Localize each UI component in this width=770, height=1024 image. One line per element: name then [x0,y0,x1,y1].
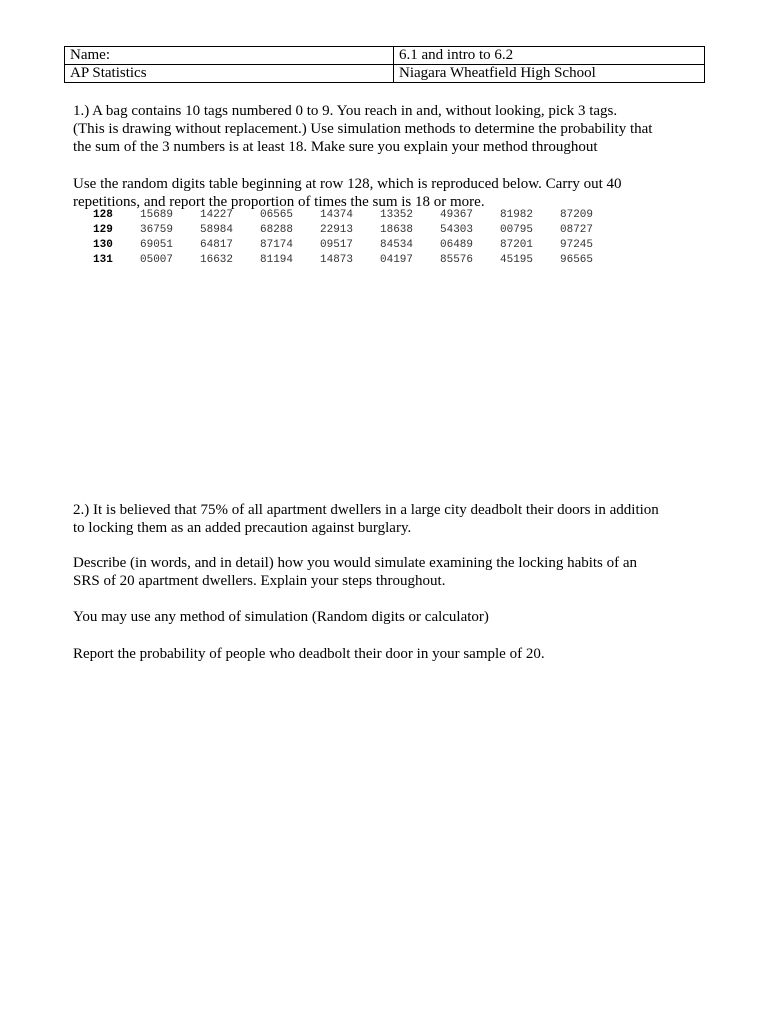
digit-group: 36759 [140,224,174,236]
header-row-1 [65,47,705,65]
question-2-line: to locking them as an added precaution against burglary. [73,520,412,536]
digit-group: 97245 [560,239,594,251]
digit-group: 87209 [560,209,594,221]
digit-group: 14873 [320,254,354,266]
question-2-line: 2.) It is believed that 75% of all apartment dwellers in a large city deadbolt their doors in addition [73,502,659,518]
digit-group: 08727 [560,224,594,236]
digits-row [93,253,620,268]
digits-row [93,238,620,253]
name-label: Name: [65,47,394,65]
header-table [64,46,705,83]
question-2-report [73,645,703,663]
digits-row [93,223,620,238]
question-1-line: 1.) A bag contains 10 tags numbered 0 to 9. You reach in and, without looking, pick 3 tags. [73,103,618,119]
method-line: You may use any method of simulation (Random digits or calculator) [73,609,489,625]
digit-group: 18638 [380,224,414,236]
digits-row [93,208,620,223]
digit-group: 87201 [500,239,534,251]
question-2-method [73,608,703,626]
digit-group: 14374 [320,209,354,221]
digit-group: 09517 [320,239,354,251]
digit-group: 00795 [500,224,534,236]
section-title: 6.1 and intro to 6.2 [394,47,705,65]
digit-group: 06565 [260,209,294,221]
question-1-text [73,102,703,156]
row-number: 128 [93,209,113,221]
digit-group: 69051 [140,239,174,251]
digit-group: 85576 [440,254,474,266]
course-name: AP Statistics [65,65,394,83]
digit-group: 64817 [200,239,234,251]
row-number: 130 [93,239,113,251]
instruction-line: Use the random digits table beginning at row 128, which is reproduced below. Carry out 40 [73,176,622,192]
digit-group: 45195 [500,254,534,266]
digit-group: 04197 [380,254,414,266]
digit-group: 68288 [260,224,294,236]
question-1-line: the sum of the 3 numbers is at least 18. Make sure you explain your method throughout [73,139,598,155]
digit-group: 15689 [140,209,174,221]
describe-line: SRS of 20 apartment dwellers. Explain your steps throughout. [73,573,446,589]
question-2-text [73,501,703,537]
digit-group: 81194 [260,254,294,266]
question-1-line: (This is drawing without replacement.) Use simulation methods to determine the probability that [73,121,653,137]
describe-line: Describe (in words, and in detail) how you would simulate examining the locking habits of an [73,555,638,571]
question-2-describe [73,554,703,590]
digit-group: 05007 [140,254,174,266]
instruction-line: repetitions, and report the proportion of times the sum is 18 or more. [73,194,485,210]
question-1-instructions [73,175,703,211]
digit-group: 13352 [380,209,414,221]
digit-group: 54303 [440,224,474,236]
digit-group: 87174 [260,239,294,251]
digit-group: 16632 [200,254,234,266]
report-line: Report the probability of people who deadbolt their door in your sample of 20. [73,646,545,662]
header-row-2 [65,65,705,83]
school-name: Niagara Wheatfield High School [394,65,705,83]
random-digits-table [93,208,620,268]
digit-group: 81982 [500,209,534,221]
digit-group: 49367 [440,209,474,221]
digit-group: 14227 [200,209,234,221]
digit-group: 96565 [560,254,594,266]
digit-group: 22913 [320,224,354,236]
row-number: 131 [93,254,113,266]
digit-group: 58984 [200,224,234,236]
digit-group: 06489 [440,239,474,251]
digit-group: 84534 [380,239,414,251]
row-number: 129 [93,224,113,236]
